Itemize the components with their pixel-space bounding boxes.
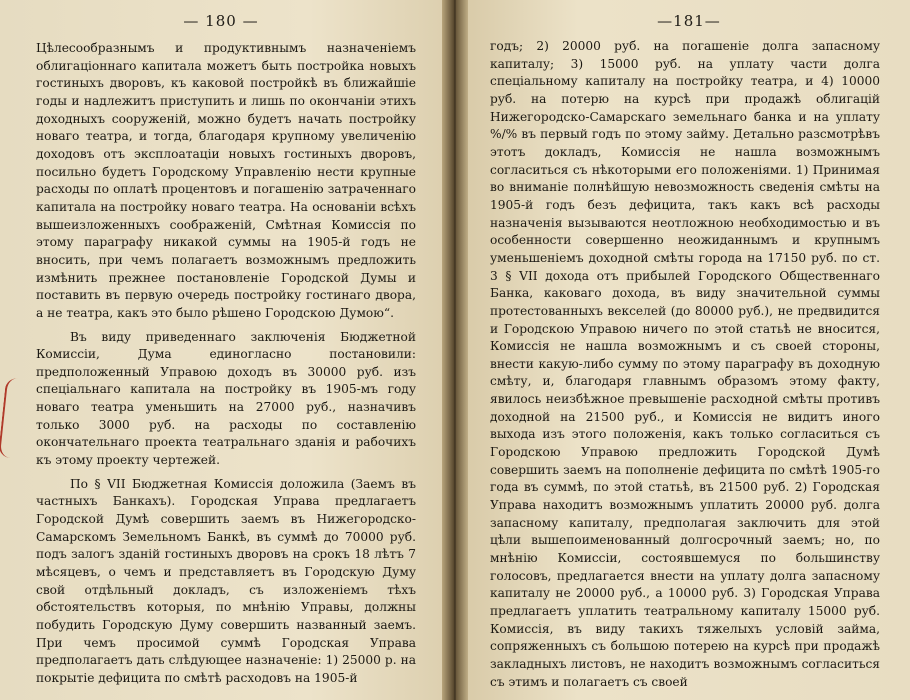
book-gutter <box>442 0 468 700</box>
left-paragraph-1: Цѣлесообразнымъ и продуктивнымъ назначеніемъ облигаціоннаго капитала можетъ быть постройка новыхъ гостиныхъ дворовъ, къ каковой постройкѣ въ ближайшіе годы и надлежитъ приступить и лишь по окончаніи этихъ доходныхъ сооруженій, можно будетъ начать постройку новаго театра, и тогда, благодаря крупному увеличенію доходовъ отъ эксплоатаціи новыхъ гостиныхъ дворовъ, посильно будетъ Городскому Управленію нести крупные расходы по оплатѣ процентовъ и погашенію затраченнаго капитала на постройку новаго театра. На основаніи всѣхъ вышеизложенныхъ соображеній, Смѣтная Комиссія по этому параграфу никакой суммы на 1905-й годъ не вносить, при чемъ полагаетъ возможнымъ предложить измѣнить прежнее постановленіе Городской Думы и поставить въ первую очередь постройку гостинаго двора, а не театра, какъ это было рѣшено Городскою Думою“. <box>36 41 416 320</box>
right-page-text <box>490 38 880 691</box>
left-paragraph-2: Въ виду приведеннаго заключенія Бюджетной Комиссіи, Дума единогласно постановили: предположенный Управою доходъ въ 30000 руб. изъ спеціальнаго капитала на постройку въ 1905-мъ году новаго театра уменьшить на 27000 руб., назначивъ только 3000 руб. на расходы по составленію окончательнаго проекта театральнаго зданія и рабочихъ къ этому проекту чертежей. <box>36 329 416 468</box>
right-page <box>468 0 910 700</box>
left-page <box>0 0 442 700</box>
right-paragraph-1: годъ; 2) 20000 руб. на погашеніе долга запасному капиталу; 3) 15000 руб. на уплату части долга спеціальному капиталу на постройку театра, и 4) 10000 руб. на потерю на курсѣ при продажѣ облигацій Нижегородско-Самарскаго земельнаго банка и на уплату %/% въ первый годъ по этому займу. Детально разсмотрѣвъ этотъ докладъ, Комиссія не нашла возможнымъ согласиться съ нѣкоторыми его положеніями. 1) Принимая во вниманіе полнѣйшую невозможность сведенія смѣты на 1905-й годъ безъ дефицита, такъ какъ всѣ расходы назначенія вызываются неотложною необходимостью и въ особенности совершенно неожиданнымъ и крупнымъ уменьшеніемъ доходной смѣты города на 17150 руб. по ст. 3 § VII дохода отъ прибылей Городского Общественнаго Банка, каковаго дохода, въ виду значительной суммы протестованныхъ векселей (до 80000 руб.), не предвидится и Городскою Управою ничего по этой статьѣ не вносится, Комиссія не нашла возможнымъ и съ своей стороны, внести какую-либо сумму по этому параграфу въ доходную смѣту, и, благодаря главнымъ образомъ этому факту, явилось неизбѣжное превышеніе расходной смѣты противъ доходной на 21500 руб., и Комиссія не видитъ иного выхода изъ этого положенія, какъ только согласиться съ Городскою Управою предложить Городской Думѣ совершить заемъ на пополненіе дефицита по смѣтѣ 1905-го года въ суммѣ, по этой статьѣ, въ 21500 руб. 2) Городская Управа находитъ возможнымъ уплатить 20000 руб. долга запасному капиталу, предполагая заключить для этой цѣли вышепоименованный долгосрочный заемъ; но, по мнѣнію Комиссіи, состоявшемуся по большинству голосовъ, предлагается внести на уплату долга запасному капиталу не 20000 руб., а 10000 руб. 3) Городская Управа предлагаетъ уплатить театральному капиталу 15000 руб. Комиссія, въ виду такихъ тяжелыхъ условій займа, сопряженныхъ съ большою потерею на курсѣ при продажѣ закладныхъ листовъ, не находитъ возможнымъ согласиться съ этимъ и полагаетъ съ своей <box>490 39 880 689</box>
right-page-number: —181— <box>657 12 721 30</box>
left-page-number: — 180 — <box>183 12 259 30</box>
left-page-text <box>36 40 416 688</box>
red-pencil-mark <box>0 377 26 459</box>
left-paragraph-3: По § VII Бюджетная Комиссія доложила (Заемъ въ частныхъ Банкахъ). Городская Управа предлагаетъ Городской Думѣ совершить заемъ въ Нижегородско-Самарскомъ Земельномъ Банкѣ, въ суммѣ до 70000 руб. подъ залогъ зданій гостиныхъ дворовъ на срокъ 18 лѣтъ 7 мѣсяцевъ, о чемъ и представляетъ въ Городскую Думу свой отдѣльный докладъ, съ изложеніемъ тѣхъ обстоятельствъ которыя, по мнѣнію Управы, должны побудить Городскую Думу совершить названный заемъ. При чемъ просимой суммѣ Городская Управа предполагаетъ дать слѣдующее назначеніе: 1) 25000 р. на покрытіе дефицита по смѣтѣ расходовъ на 1905-й <box>36 476 416 685</box>
